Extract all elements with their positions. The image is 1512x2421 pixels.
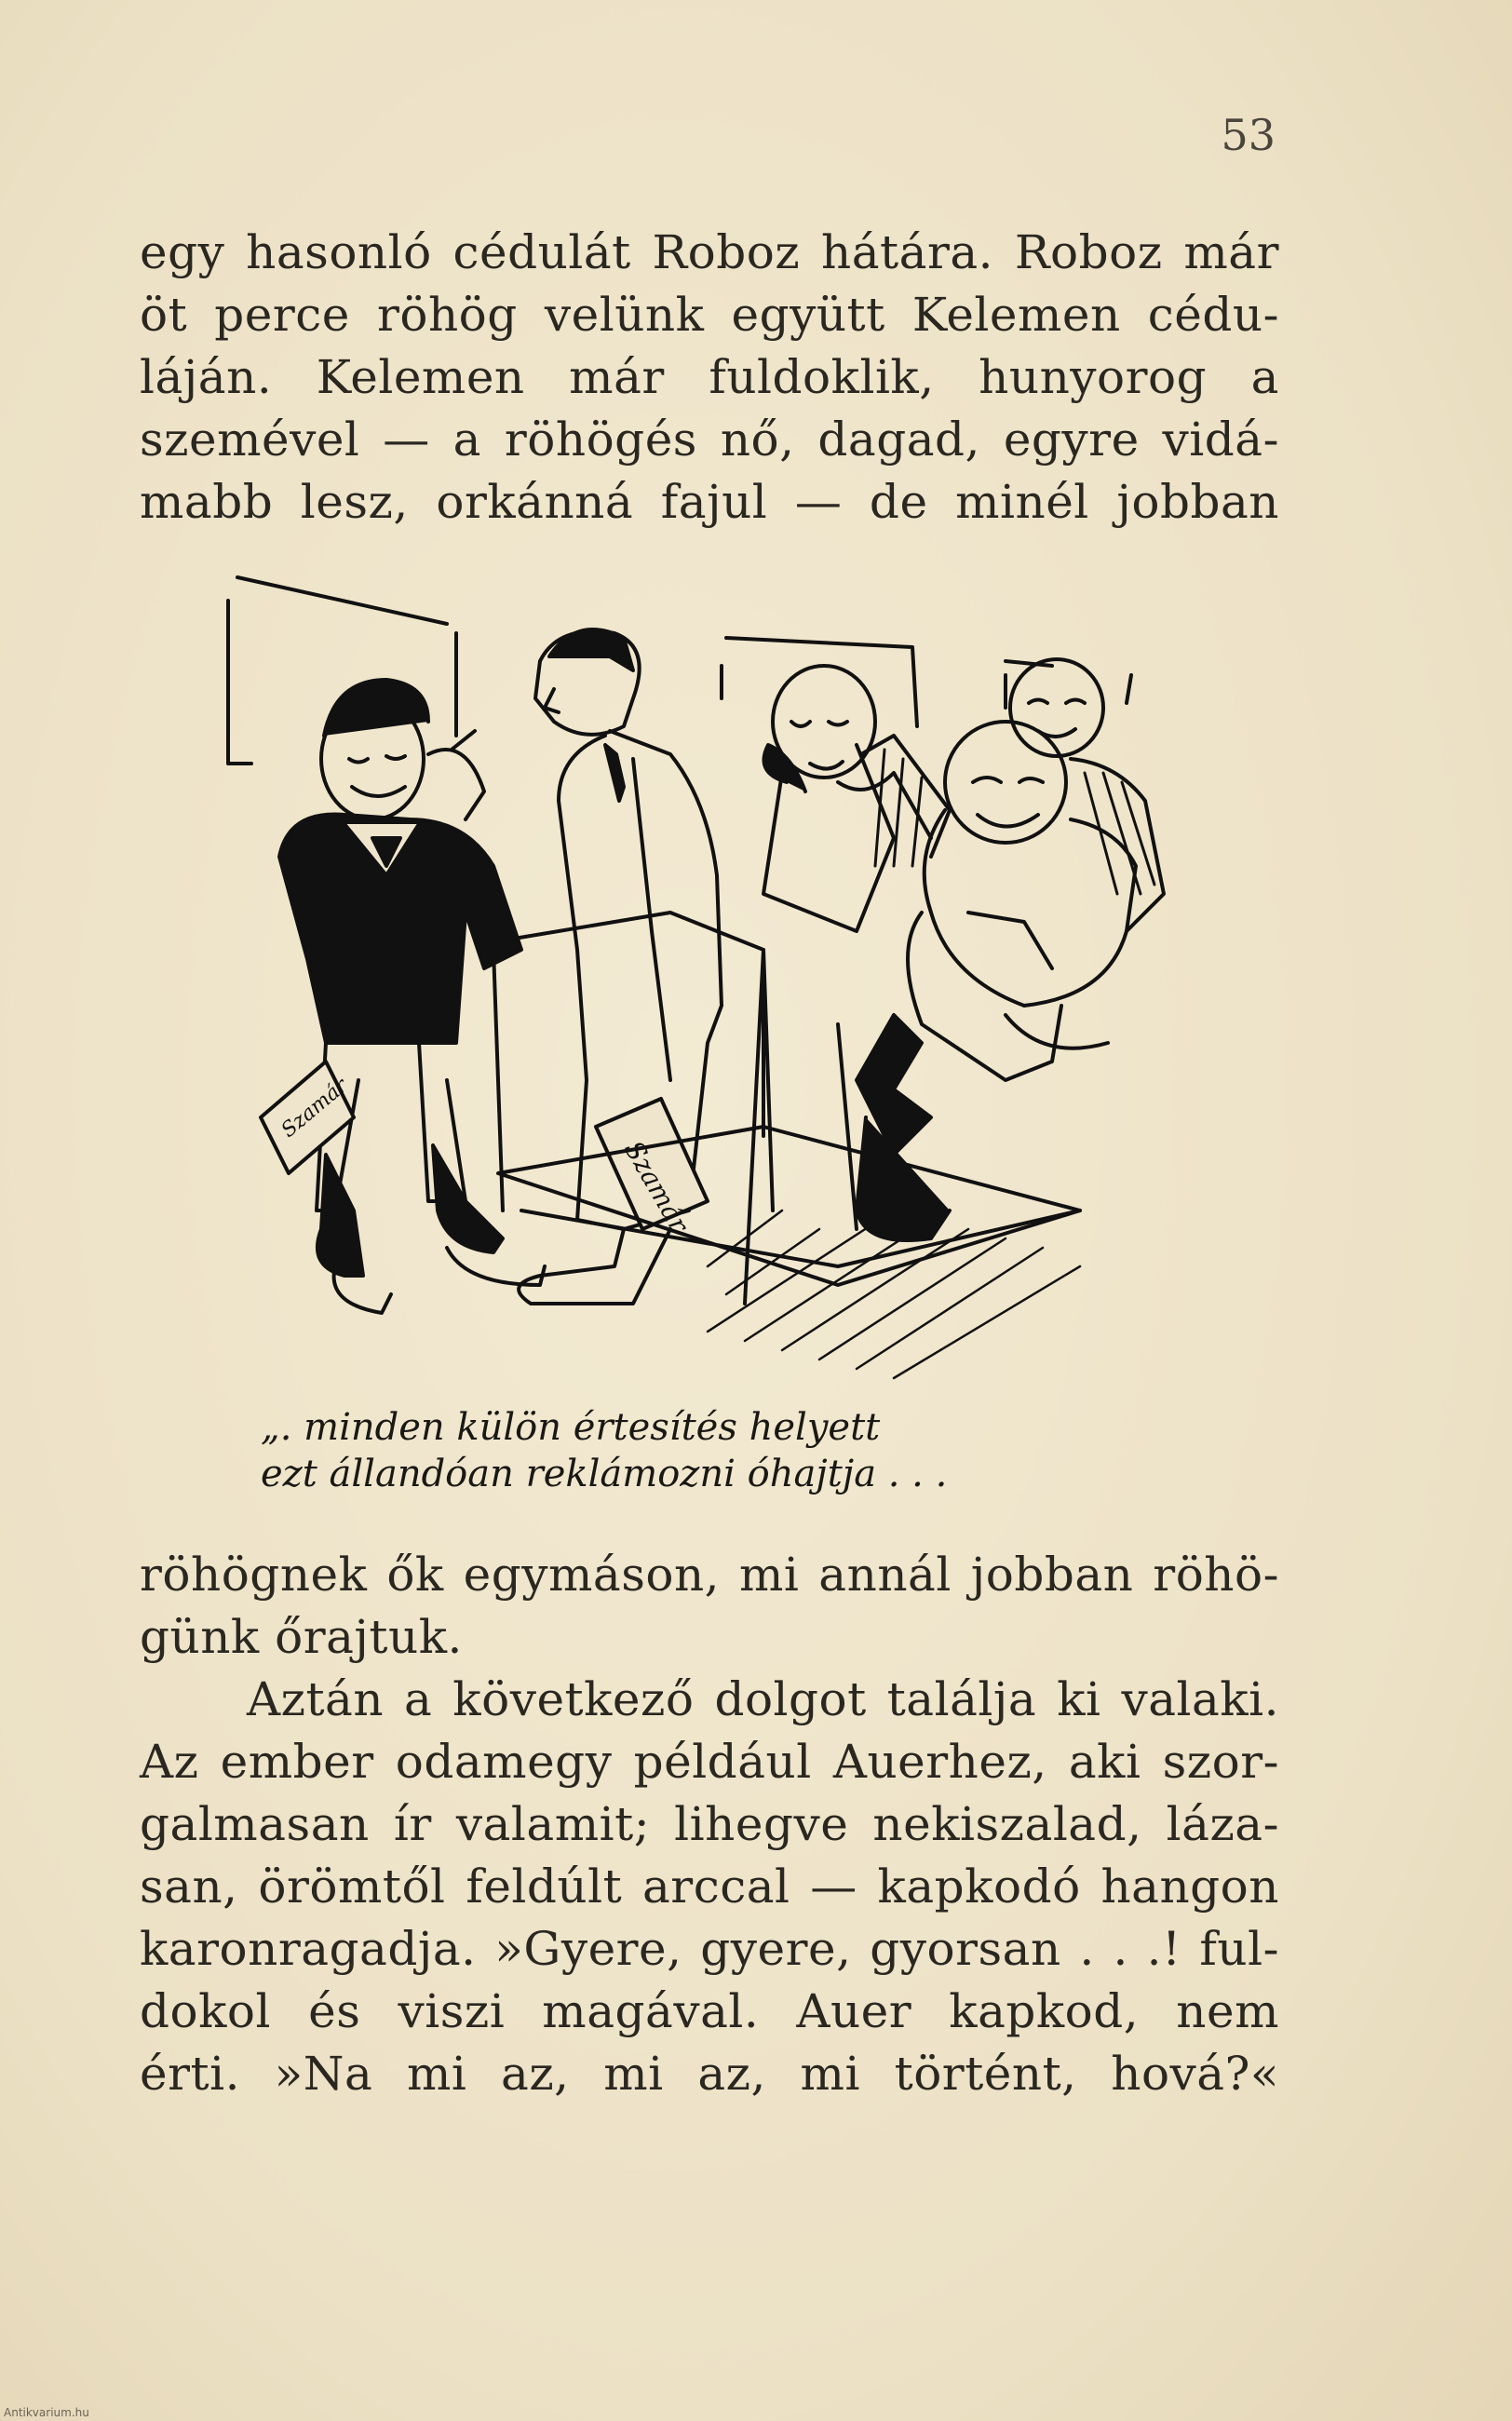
text-line: Az ember odamegy például Auerhez, aki szor- <box>140 1735 1279 1789</box>
text-line: szemével — a röhögés nő, dagad, egyre vidá- <box>140 413 1279 467</box>
svg-text:Szamár: Szamár <box>277 1074 353 1143</box>
text-line: galmasan ír valamit; lihegve nekiszalad, láza- <box>140 1797 1279 1851</box>
text-line: dokol és viszi magával. Auer kapkod, nem <box>140 1984 1279 2038</box>
text-line: öt perce röhög velünk együtt Kelemen cédu- <box>140 288 1279 342</box>
text-line: Aztán a következő dolgot találja ki valaki. <box>247 1672 1279 1726</box>
figure-center <box>519 629 722 1304</box>
text-line: san, örömtől feldúlt arccal — kapkodó hangon <box>140 1860 1279 1914</box>
figure-seated-left <box>763 666 950 931</box>
text-line: karonragadja. »Gyere, gyere, gyorsan . . .! ful- <box>140 1922 1279 1976</box>
caption-line: ezt állandóan reklámozni óhajtja . . . <box>261 1453 948 1495</box>
illustration-caption <box>261 1404 1248 1497</box>
text-line: láján. Kelemen már fuldoklik, hunyorog a <box>140 350 1279 404</box>
figure-seated-right <box>1010 659 1164 931</box>
svg-text:Szamár: Szamár <box>617 1135 695 1238</box>
figure-left <box>261 680 545 1313</box>
cartoon-illustration <box>186 559 1257 1518</box>
paragraph-bottom <box>140 1544 1279 2105</box>
text-line: mabb lesz, orkánná fajul — de minél jobban <box>140 475 1279 529</box>
text-line: egy hasonló cédulát Roboz hátára. Roboz már <box>140 225 1279 279</box>
text-line: röhögnek ők egymáson, mi annál jobban röhö- <box>140 1548 1279 1602</box>
caption-line: „. minden külön értesítés helyett <box>261 1406 881 1449</box>
text-line: günk őrajtuk. <box>140 1610 463 1664</box>
paragraph-top <box>140 222 1279 534</box>
text-line: érti. »Na mi az, mi az, mi történt, hová?« <box>140 2047 1279 2101</box>
watermark: Antikvarium.hu <box>4 2406 89 2419</box>
page-number: 53 <box>1221 110 1276 160</box>
